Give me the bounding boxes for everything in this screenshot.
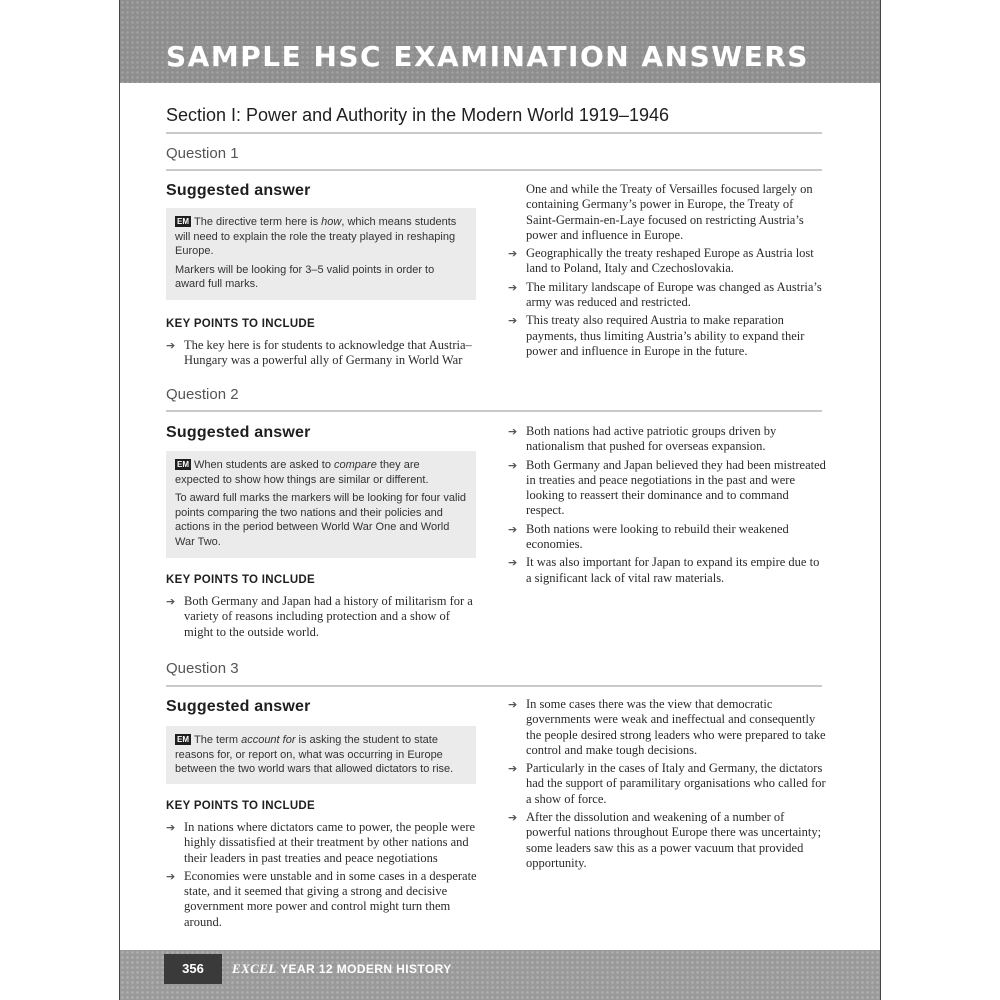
- list-item: [508, 458, 826, 519]
- list-item: [166, 594, 482, 640]
- list-item: [508, 810, 826, 871]
- question-2-em-box: [166, 451, 476, 558]
- section-rule: [166, 132, 822, 134]
- arrow-right-icon: ➔: [508, 314, 518, 328]
- list-item: [508, 761, 826, 807]
- question-1-em-box: [166, 208, 476, 300]
- em-paragraph: [175, 263, 467, 292]
- question-1-key-points-heading: KEY POINTS TO INCLUDE: [166, 318, 316, 330]
- bullet-text: Both nations had active patriotic groups driven by nationalism that pushed for overseas expansion.: [526, 424, 777, 454]
- bullet-text: Both Germany and Japan had a history of militarism for a variety of reasons including protection and a show of might to the outside world.: [184, 594, 473, 639]
- bullet-text: In some cases there was the view that democratic governments were weak and ineffectual and consequently the people desired strong leaders who were prepared to take control and make tough decisions.: [526, 697, 826, 757]
- arrow-right-icon: ➔: [508, 280, 518, 294]
- question-1-left-bullets: [166, 338, 482, 372]
- question-3-left-bullets: [166, 820, 482, 933]
- page-number: 356: [164, 954, 222, 984]
- bullet-text: It was also important for Japan to expand its empire due to a significant lack of vital raw materials.: [526, 555, 820, 585]
- em-text: The term: [194, 734, 242, 746]
- em-paragraph: [175, 458, 467, 487]
- em-text: is asking the student to state reasons for, or report on, what was occurring in Europe between the two world wars that allowed dictators to rise.: [175, 734, 454, 775]
- question-3-suggested-answer-heading: Suggested answer: [166, 698, 311, 715]
- em-text: Markers will be looking for 3–5 valid points in order to award full marks.: [175, 263, 435, 290]
- bullet-text: The military landscape of Europe was changed as Austria’s army was reduced and restricted.: [526, 279, 822, 310]
- arrow-right-icon: ➔: [508, 698, 518, 711]
- question-3-key-points-heading: KEY POINTS TO INCLUDE: [166, 800, 316, 812]
- arrow-right-icon: ➔: [508, 425, 518, 438]
- footer-book-title: [232, 961, 452, 977]
- question-1-label: Question 1: [166, 145, 239, 162]
- arrow-right-icon: ➔: [166, 595, 176, 608]
- list-item: [166, 869, 482, 930]
- question-3-right-bullets: [508, 697, 826, 874]
- em-term: compare: [334, 459, 377, 471]
- arrow-right-icon: ➔: [508, 762, 518, 776]
- question-2-right-bullets: [508, 424, 826, 589]
- arrow-right-icon: ➔: [508, 458, 518, 472]
- list-item: [508, 246, 826, 277]
- em-text: , which means students will need to explain the role the treaty played in reshaping Europe.: [175, 216, 457, 257]
- em-paragraph: [175, 491, 467, 549]
- list-item: [508, 555, 826, 586]
- bullet-text: This treaty also required Austria to make reparation payments, thus limiting Austria’s ability to expand their power and influence in Europe in the future.: [526, 313, 805, 358]
- list-item: [508, 697, 826, 758]
- bullet-text: Economies were unstable and in some cases in a desperate state, and it seemed that giving a strong and decisive government more power and control might turn them around.: [184, 868, 477, 929]
- bullet-text: Particularly in the cases of Italy and Germany, the dictators had the support of paramilitary organisations who called for a show of force.: [526, 761, 826, 806]
- em-tag: EM: [177, 217, 189, 226]
- bullet-text: Both Germany and Japan believed they had been mistreated in treaties and peace negotiations in the past and were looking to reassert their dominance and to command respect.: [526, 457, 826, 518]
- question-1-suggested-answer-heading: Suggested answer: [166, 182, 311, 199]
- list-item: [508, 424, 826, 455]
- em-paragraph: [175, 215, 467, 259]
- bullet-text: In nations where dictators came to power, the people were highly dissatisfied at their treatment by other nations and their leaders in past treaties and peace negotiations: [184, 820, 476, 865]
- em-text: The directive term here is: [194, 216, 322, 228]
- arrow-right-icon: ➔: [508, 556, 518, 570]
- question-2-rule: [166, 410, 822, 412]
- question-1-rule: [166, 169, 822, 171]
- question-1-right-bullets: [508, 182, 826, 362]
- arrow-right-icon: ➔: [508, 247, 518, 261]
- list-item: [508, 280, 826, 311]
- section-title: Section I: Power and Authority in the Modern World 1919–1946: [166, 105, 669, 125]
- em-text: To award full marks the markers will be looking for four valid points comparing the two nations and their policies and actions in the period between World War One and World War Two.: [175, 492, 467, 548]
- question-2-suggested-answer-heading: Suggested answer: [166, 424, 311, 441]
- bullet-text: The key here is for students to acknowledge that Austria–Hungary was a powerful ally of Germany in World War: [184, 338, 472, 368]
- arrow-right-icon: ➔: [166, 339, 176, 352]
- em-tag: EM: [177, 460, 189, 469]
- question-2-label: Question 2: [166, 386, 239, 403]
- page-header-title: SAMPLE HSC EXAMINATION ANSWERS: [166, 40, 809, 73]
- list-item: [508, 313, 826, 359]
- question-3-rule: [166, 685, 822, 687]
- question-2-key-points-heading: KEY POINTS TO INCLUDE: [166, 574, 316, 586]
- question-3-label: Question 3: [166, 660, 239, 677]
- bullet-text: One and while the Treaty of Versailles focused largely on containing Germany’s power in Europe, the Treaty of Saint-Germain-en-Laye focused on restricting Austria’s power and influence in Europe.: [526, 182, 813, 242]
- list-item-continuation: [508, 182, 826, 243]
- footer-band: [120, 950, 880, 1000]
- book-title: YEAR 12 MODERN HISTORY: [276, 962, 452, 976]
- arrow-right-icon: ➔: [508, 522, 518, 536]
- em-text: When students are asked to: [194, 459, 335, 471]
- em-term: account for: [241, 734, 296, 746]
- list-item: [166, 820, 482, 866]
- bullet-text: After the dissolution and weakening of a number of powerful nations throughout Europe there was uncertainty; some leaders saw this as a power vacuum that provided opportunity.: [526, 810, 822, 870]
- em-term: how: [321, 216, 342, 228]
- header-band: [120, 0, 880, 83]
- bullet-text: Both nations were looking to rebuild their weakened economies.: [526, 521, 789, 552]
- list-item: [508, 522, 826, 553]
- textbook-page: [119, 0, 881, 1000]
- book-brand: EXCEL: [232, 961, 277, 976]
- question-2-left-bullets: [166, 594, 482, 643]
- em-text: they are expected to show how things are similar or different.: [175, 459, 429, 486]
- question-3-em-box: [166, 726, 476, 784]
- arrow-right-icon: ➔: [166, 821, 176, 834]
- em-paragraph: [175, 733, 467, 777]
- em-tag: EM: [177, 735, 189, 744]
- arrow-right-icon: ➔: [166, 869, 176, 883]
- list-item: [166, 338, 482, 369]
- arrow-right-icon: ➔: [508, 811, 518, 825]
- bullet-text: Geographically the treaty reshaped Europe as Austria lost land to Poland, Italy and Czechoslovakia.: [526, 246, 814, 276]
